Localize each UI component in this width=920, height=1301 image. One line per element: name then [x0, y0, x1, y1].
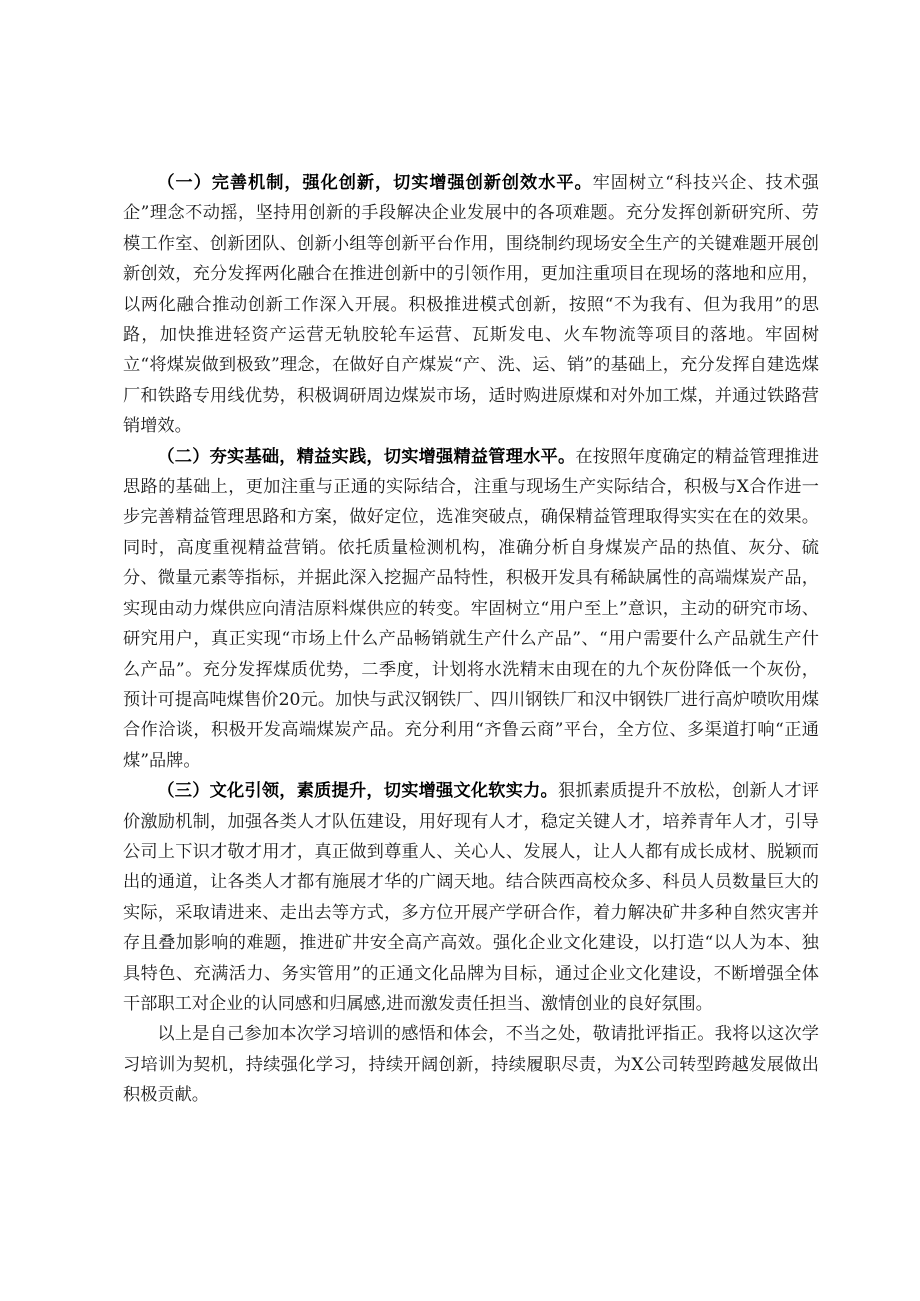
paragraph-heading: （一）完善机制，强化创新，切实增强创新创效水平。 [157, 173, 593, 193]
paragraph-heading: （二）夯实基础，精益实践，切实增强精益管理水平。 [157, 446, 576, 467]
paragraph-conclusion [123, 1019, 819, 1110]
paragraph-heading: （三）文化引领，素质提升，切实增强文化软实力。 [157, 781, 558, 802]
paragraph-culture [123, 776, 819, 1019]
paragraph-text: 在按照年度确定的精益管理推进思路的基础上，更加注重与正通的实际结合，注重与现场生产实际结合，积极与X合作进一步完善精益管理思路和方案，做好定位，选准突破点，确保精益管理取得实实在在的效果。同时，高度重视精益营销。依托质量检测机构，准确分析自身煤炭产品的热值、灰分、硫分、微量元素等指标，并据此深入挖掘产品特性，积极开发具有稀缺属性的高端煤炭产品，实现由动力煤供应向清洁原料煤供应的转变。牢固树立“用户至上”意识，主动的研究市场、研究用户，真正实现“市场上什么产品畅销就生产什么产品”、“用户需要什么产品就生产什么产品”。充分发挥煤质优势，二季度，计划将水洗精末由现在的九个灰份降低一个灰份，预计可提高吨煤售价20元。加快与武汉钢铁厂、四川钢铁厂和汉中钢铁厂进行高炉喷吹用煤合作洽谈，积极开发高端煤炭产品。充分利用“齐鲁云商”平台，全方位、多渠道打响“正通煤”品牌。 [123, 446, 819, 771]
paragraph-text: 牢固树立“科技兴企、技术强企”理念不动摇，坚持用创新的手段解决企业发展中的各项难题。充分发挥创新研究所、劳模工作室、创新团队、创新小组等创新平台作用，围绕制约现场安全生产的关键难题开展创新创效，充分发挥两化融合在推进创新中的引领作用，更加注重项目在现场的落地和应用，以两化融合推动创新工作深入开展。积极推进模式创新，按照“不为我有、但为我用”的思路，加快推进轻资产运营无轨胶轮车运营、瓦斯发电、火车物流等项目的落地。牢固树立“将煤炭做到极致”理念，在做好自产煤炭“产、洗、运、销”的基础上，充分发挥自建选煤厂和铁路专用线优势，积极调研周边煤炭市场，适时购进原煤和对外加工煤，并通过铁路营销增效。 [123, 173, 819, 437]
document-body [123, 168, 819, 1111]
paragraph-text: 狠抓素质提升不放松，创新人才评价激励机制，加强各类人才队伍建设，用好现有人才，稳定关键人才，培养青年人才，引导公司上下识才敬才用才，真正做到尊重人、关心人、发展人，让人人都有成长成材、脱颖而出的通道，让各类人才都有施展才华的广阔天地。结合陕西高校众多、科员人员数量巨大的实际，采取请进来、走出去等方式，多方位开展产学研合作，着力解决矿井多种自然灾害并存且叠加影响的难题，推进矿井安全高产高效。强化企业文化建设，以打造“以人为本、独具特色、充满活力、务实管用”的正通文化品牌为目标，通过企业文化建设，不断增强全体干部职工对企业的认同感和归属感,进而激发责任担当、激情创业的良好氛围。 [123, 781, 819, 1014]
paragraph-text: 以上是自己参加本次学习培训的感悟和体会，不当之处，敬请批评指正。我将以这次学习培训为契机，持续强化学习，持续开阔创新，持续履职尽责，为X公司转型跨越发展做出积极贡献。 [123, 1024, 819, 1106]
paragraph-innovation [123, 168, 819, 442]
paragraph-lean-management [123, 442, 819, 776]
